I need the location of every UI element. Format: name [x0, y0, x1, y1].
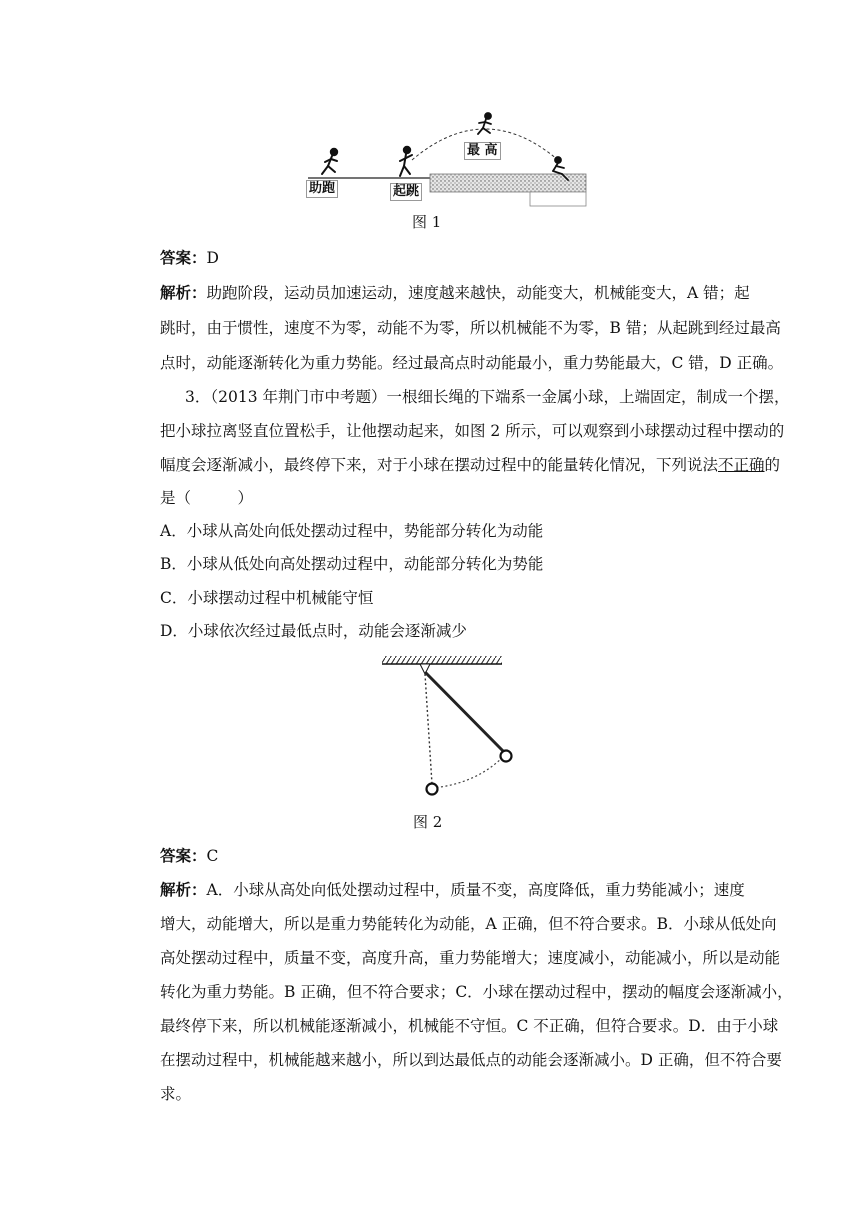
q3-option-a: A．小球从高处向低处摆动过程中，势能部分转化为动能 — [160, 522, 544, 540]
figure-1-label-highest: 最 高 — [464, 142, 501, 160]
q3-analysis-text-1: A．小球从高处向低处摆动过程中，质量不变，高度降低，重力势能减小；速度 — [206, 881, 745, 899]
vertical-reference-dotted — [425, 674, 432, 784]
q3-analysis-line-4: 转化为重力势能。B 正确，但不符合要求；C．小球在摆动过程中，摆动的幅度会逐渐减小， — [160, 983, 793, 1001]
q3-answer — [160, 846, 730, 866]
runner-figure — [322, 149, 337, 174]
q2-answer-value: D — [206, 249, 219, 267]
q3-analysis-line-6: 在摆动过程中，机械能越来越小，所以到达最低点的动能会逐渐减小。D 正确，但不符合要 — [160, 1051, 782, 1069]
ball-displaced — [501, 751, 512, 762]
q3-stem-line-2: 把小球拉离竖直位置松手，让他摆动起来，如图 2 所示，可以观察到小球摆动过程中摆动的 — [160, 422, 785, 440]
pendulum-string — [425, 672, 504, 752]
figure-2-pendulum — [380, 650, 530, 800]
q2-analysis-label: 解析： — [160, 284, 207, 302]
q3-option-d: D．小球依次经过最低点时，动能会逐渐减少 — [160, 622, 467, 640]
q2-analysis-line-1 — [160, 283, 750, 303]
q2-answer-label: 答案： — [160, 249, 207, 267]
q2-analysis-line-2: 跳时，由于惯性，速度不为零，动能不为零，所以机械能不为零，B 错；从起跳到经过最高 — [160, 319, 781, 337]
q3-option-c: C．小球摆动过程中机械能守恒 — [160, 589, 374, 607]
q3-analysis-line-3: 高处摆动过程中，质量不变，高度升高，重力势能增大；速度减小，动能减小，所以是动能 — [160, 949, 781, 967]
ceiling-support — [382, 656, 502, 664]
q2-answer — [160, 248, 730, 268]
q3-stem-text-3: 幅度会逐渐减小，最终停下来，对于小球在摆动过程中的能量转化情况，下列说法 — [160, 456, 719, 474]
q3-stem-line-1: 3．（2013 年荆门市中考题）一根细长绳的下端系一金属小球，上端固定，制成一个摆， — [185, 388, 790, 406]
figure-1-caption: 图 1 — [412, 213, 442, 231]
q3-stem-end: 的 — [764, 456, 781, 474]
q3-answer-value: C — [206, 847, 219, 865]
q3-analysis-line-7: 求。 — [160, 1085, 192, 1103]
landing-board — [530, 192, 586, 206]
figure-1-label-take-off: 起跳 — [390, 183, 422, 201]
q3-stem-line-3 — [160, 455, 781, 475]
highest-point-figure — [478, 113, 491, 134]
q3-stem-emphasis: 不正确 — [718, 456, 765, 474]
ball-lowest — [427, 784, 438, 795]
q3-option-b: B．小球从低处向高处摆动过程中，动能部分转化为势能 — [160, 555, 544, 573]
q2-analysis-line-3: 点时，动能逐渐转化为重力势能。经过最高点时动能最小，重力势能最大，C 错，D 正确。 — [160, 354, 784, 372]
takeoff-figure — [400, 147, 412, 176]
q3-analysis-line-5: 最终停下来，所以机械能逐渐减小，机械能不守恒。C 不正确，但符合要求。D．由于小球 — [160, 1017, 779, 1035]
figure-1-long-jump — [300, 108, 595, 210]
sand-pit — [430, 174, 586, 192]
q2-analysis-text-1: 助跑阶段，运动员加速运动，速度越来越快，动能变大，机械能变大，A 错；起 — [206, 284, 750, 302]
swing-arc-dotted — [432, 756, 504, 788]
q3-answer-label: 答案： — [160, 847, 207, 865]
q3-analysis-label: 解析： — [160, 881, 207, 899]
q3-stem-line-4: 是（ ） — [160, 489, 254, 507]
q3-analysis-line-1 — [160, 880, 745, 900]
q3-analysis-line-2: 增大，动能增大，所以是重力势能转化为动能，A 正确，但不符合要求。B．小球从低处向 — [160, 915, 777, 933]
figure-1-label-run-up: 助跑 — [306, 180, 338, 198]
figure-2-caption: 图 2 — [413, 813, 443, 831]
